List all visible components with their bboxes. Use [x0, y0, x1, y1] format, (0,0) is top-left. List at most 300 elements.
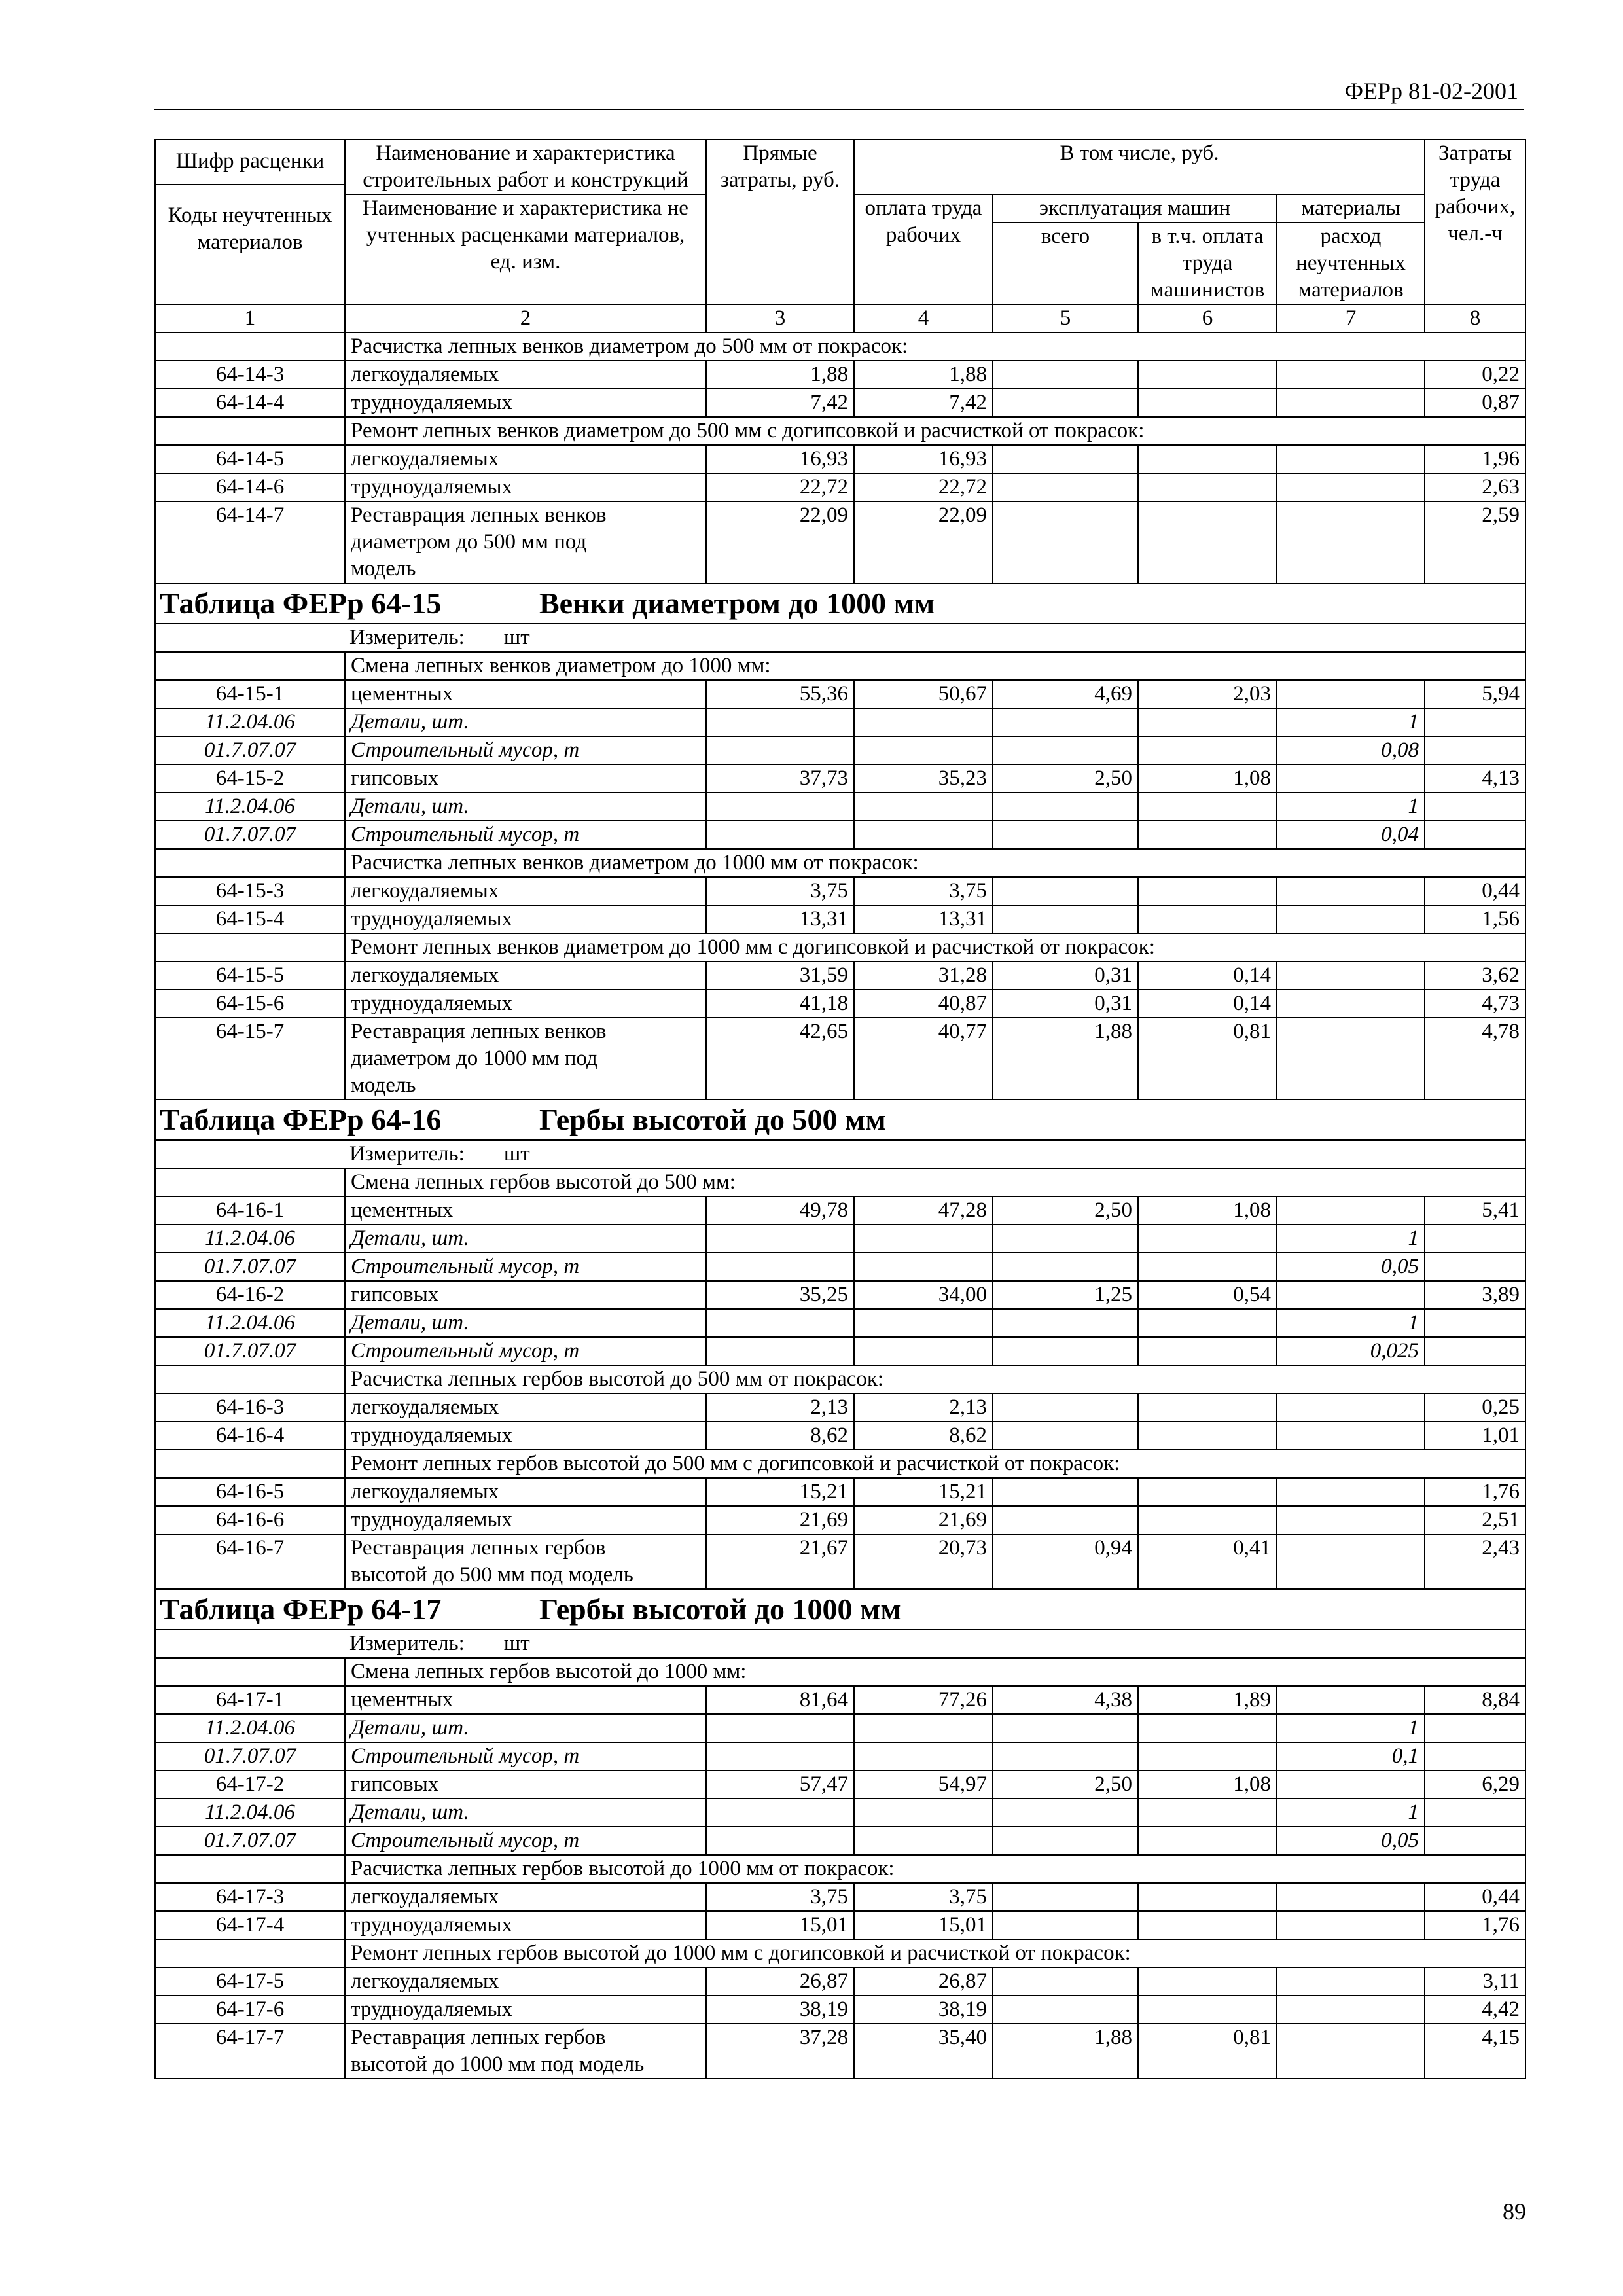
empty-cell	[993, 708, 1138, 736]
group-title: Смена лепных гербов высотой до 500 мм:	[345, 1168, 1525, 1196]
material-code: 11.2.04.06	[155, 793, 345, 821]
table-row	[155, 1281, 1525, 1309]
meter-row	[155, 1140, 1525, 1168]
machines-pay: 0,14	[1138, 961, 1277, 990]
group-code-cell	[155, 1658, 345, 1686]
material-amount: 1	[1277, 1309, 1425, 1337]
header-labor-pay: оплата труда рабочих	[854, 194, 993, 304]
machines-total	[993, 877, 1138, 905]
empty-cell	[993, 1799, 1138, 1827]
material-row	[155, 1337, 1525, 1365]
material-amount: 0,05	[1277, 1827, 1425, 1855]
empty-cell	[706, 736, 854, 764]
group-code-cell	[155, 652, 345, 680]
direct-cost: 13,31	[706, 905, 854, 933]
material-code: 11.2.04.06	[155, 1225, 345, 1253]
group-code-cell	[155, 417, 345, 445]
empty-cell	[854, 708, 993, 736]
machines-pay	[1138, 877, 1277, 905]
materials-use	[1277, 445, 1425, 473]
column-number: 8	[1425, 304, 1525, 332]
empty-cell	[1425, 1253, 1525, 1281]
empty-cell	[1138, 1253, 1277, 1281]
labor-cost: 5,94	[1425, 680, 1525, 708]
empty-cell	[854, 1225, 993, 1253]
rate-code: 64-15-7	[155, 1018, 345, 1100]
group-row	[155, 1855, 1525, 1883]
labor-cost: 4,13	[1425, 764, 1525, 793]
table-title-row	[155, 1589, 1525, 1630]
materials-use	[1277, 1478, 1425, 1506]
machines-pay	[1138, 1506, 1277, 1534]
page-number: 89	[1503, 2198, 1526, 2225]
table-row	[155, 1770, 1525, 1799]
labor-cost: 6,29	[1425, 1770, 1525, 1799]
labor-pay: 3,75	[854, 1883, 993, 1911]
group-title: Расчистка лепных венков диаметром до 500 мм от покрасок:	[345, 332, 1525, 361]
direct-cost: 3,75	[706, 1883, 854, 1911]
material-amount: 0,04	[1277, 821, 1425, 849]
empty-cell	[854, 1714, 993, 1742]
material-amount: 1	[1277, 1714, 1425, 1742]
group-row	[155, 933, 1525, 961]
rate-code: 64-16-7	[155, 1534, 345, 1589]
materials-use	[1277, 2024, 1425, 2079]
machines-pay	[1138, 445, 1277, 473]
empty-cell	[993, 1225, 1138, 1253]
machines-pay: 0,14	[1138, 990, 1277, 1018]
labor-cost: 4,15	[1425, 2024, 1525, 2079]
labor-cost: 2,43	[1425, 1534, 1525, 1589]
machines-total	[993, 361, 1138, 389]
labor-pay: 35,23	[854, 764, 993, 793]
machines-pay	[1138, 501, 1277, 583]
meter-row	[155, 624, 1525, 652]
group-code-cell	[155, 1450, 345, 1478]
labor-cost: 0,22	[1425, 361, 1525, 389]
direct-cost: 31,59	[706, 961, 854, 990]
materials-use	[1277, 680, 1425, 708]
empty-cell	[1138, 793, 1277, 821]
labor-pay: 77,26	[854, 1686, 993, 1714]
rate-code: 64-15-3	[155, 877, 345, 905]
table-title-label: Таблица ФЕРр 64-16	[160, 1103, 442, 1136]
work-name: гипсовых	[345, 1281, 706, 1309]
labor-pay: 15,01	[854, 1911, 993, 1939]
material-row	[155, 1309, 1525, 1337]
materials-use	[1277, 501, 1425, 583]
material-name: Детали, шт.	[345, 793, 706, 821]
rate-code: 64-17-6	[155, 1996, 345, 2024]
machines-pay: 1,08	[1138, 1770, 1277, 1799]
rate-code: 64-14-4	[155, 389, 345, 417]
group-code-cell	[155, 1855, 345, 1883]
group-row	[155, 1168, 1525, 1196]
work-name-line: модель	[351, 1073, 416, 1097]
machines-pay	[1138, 1422, 1277, 1450]
header-name-sub: Наименование и характеристика не учтенных расценками материалов, ед. изм.	[345, 194, 706, 304]
table-row	[155, 905, 1525, 933]
labor-cost: 4,73	[1425, 990, 1525, 1018]
labor-cost: 1,76	[1425, 1911, 1525, 1939]
meter-value: шт	[503, 1632, 530, 1655]
group-title: Ремонт лепных гербов высотой до 500 мм с догипсовкой и расчисткой от покрасок:	[345, 1450, 1525, 1478]
labor-cost: 4,78	[1425, 1018, 1525, 1100]
rate-code: 64-17-1	[155, 1686, 345, 1714]
machines-total	[993, 1996, 1138, 2024]
materials-use	[1277, 1422, 1425, 1450]
machines-total	[993, 501, 1138, 583]
rate-code: 64-16-5	[155, 1478, 345, 1506]
rate-code: 64-16-4	[155, 1422, 345, 1450]
rate-code: 64-14-7	[155, 501, 345, 583]
labor-cost: 0,44	[1425, 877, 1525, 905]
empty-cell	[1425, 1337, 1525, 1365]
materials-use	[1277, 905, 1425, 933]
meter-value: шт	[503, 1142, 530, 1166]
empty-cell	[706, 793, 854, 821]
labor-pay: 22,72	[854, 473, 993, 501]
work-name: трудноудаляемых	[345, 1911, 706, 1939]
work-name: цементных	[345, 1196, 706, 1225]
table-row	[155, 1534, 1525, 1589]
meter-label: Измеритель:	[349, 626, 465, 649]
empty-cell	[706, 1714, 854, 1742]
direct-cost: 7,42	[706, 389, 854, 417]
rate-code: 64-17-2	[155, 1770, 345, 1799]
group-title: Ремонт лепных венков диаметром до 500 мм с догипсовкой и расчисткой от покрасок:	[345, 417, 1525, 445]
header-name: Наименование и характеристика строительных работ и конструкций	[345, 139, 706, 194]
machines-total: 4,69	[993, 680, 1138, 708]
empty-cell	[1138, 1799, 1277, 1827]
group-code-cell	[155, 1168, 345, 1196]
direct-cost: 49,78	[706, 1196, 854, 1225]
document-code: ФЕРр 81-02-2001	[1344, 78, 1518, 104]
empty-cell	[706, 1827, 854, 1855]
empty-cell	[854, 793, 993, 821]
materials-use	[1277, 1967, 1425, 1996]
direct-cost: 21,67	[706, 1534, 854, 1589]
labor-pay: 40,87	[854, 990, 993, 1018]
material-amount: 0,025	[1277, 1337, 1425, 1365]
labor-cost: 1,56	[1425, 905, 1525, 933]
rate-code: 64-16-2	[155, 1281, 345, 1309]
meter-cell	[155, 624, 1525, 652]
labor-cost: 3,62	[1425, 961, 1525, 990]
materials-use	[1277, 1996, 1425, 2024]
header-including: В том числе, руб.	[854, 139, 1425, 194]
materials-use	[1277, 1196, 1425, 1225]
labor-cost: 4,42	[1425, 1996, 1525, 2024]
material-amount: 1	[1277, 1225, 1425, 1253]
labor-cost: 2,51	[1425, 1506, 1525, 1534]
material-name: Строительный мусор, т	[345, 821, 706, 849]
empty-cell	[1138, 736, 1277, 764]
group-title: Расчистка лепных гербов высотой до 500 мм от покрасок:	[345, 1365, 1525, 1393]
empty-cell	[854, 736, 993, 764]
empty-cell	[854, 1742, 993, 1770]
machines-total	[993, 905, 1138, 933]
rate-code: 64-14-3	[155, 361, 345, 389]
work-name	[345, 2024, 706, 2079]
group-code-cell	[155, 933, 345, 961]
header-codes-unaccounted: Коды неучтенных материалов	[168, 204, 332, 254]
meter-value: шт	[503, 626, 530, 649]
empty-cell	[1138, 1225, 1277, 1253]
empty-cell	[854, 1253, 993, 1281]
machines-pay	[1138, 1393, 1277, 1422]
table-row	[155, 2024, 1525, 2079]
material-name: Строительный мусор, т	[345, 736, 706, 764]
work-name: трудноудаляемых	[345, 990, 706, 1018]
material-name: Строительный мусор, т	[345, 1827, 706, 1855]
machines-pay: 1,89	[1138, 1686, 1277, 1714]
group-row	[155, 652, 1525, 680]
machines-total: 2,50	[993, 1770, 1138, 1799]
labor-pay: 38,19	[854, 1996, 993, 2024]
work-name-line: высотой до 1000 мм под модель	[351, 2053, 645, 2076]
direct-cost: 81,64	[706, 1686, 854, 1714]
labor-cost: 0,25	[1425, 1393, 1525, 1422]
table-row	[155, 1911, 1525, 1939]
group-title: Расчистка лепных венков диаметром до 1000 мм от покрасок:	[345, 849, 1525, 877]
work-name: гипсовых	[345, 1770, 706, 1799]
empty-cell	[993, 1337, 1138, 1365]
work-name-line: Реставрация лепных гербов	[351, 1536, 606, 1560]
empty-cell	[1425, 708, 1525, 736]
rate-code: 64-15-5	[155, 961, 345, 990]
material-name: Детали, шт.	[345, 708, 706, 736]
empty-cell	[1138, 1337, 1277, 1365]
direct-cost: 37,28	[706, 2024, 854, 2079]
header-code: Шифр расценки	[156, 140, 344, 185]
machines-total: 0,31	[993, 961, 1138, 990]
material-name: Детали, шт.	[345, 1714, 706, 1742]
table-row	[155, 764, 1525, 793]
material-amount: 1	[1277, 708, 1425, 736]
material-row	[155, 1742, 1525, 1770]
material-row	[155, 736, 1525, 764]
machines-total: 2,50	[993, 764, 1138, 793]
rate-code: 64-16-3	[155, 1393, 345, 1422]
empty-cell	[1138, 1309, 1277, 1337]
material-code: 01.7.07.07	[155, 821, 345, 849]
materials-use	[1277, 473, 1425, 501]
labor-pay: 54,97	[854, 1770, 993, 1799]
meter-cell	[155, 1140, 1525, 1168]
work-name: легкоудаляемых	[345, 361, 706, 389]
table-title-name: Гербы высотой до 500 мм	[539, 1103, 886, 1136]
direct-cost: 22,72	[706, 473, 854, 501]
material-code: 01.7.07.07	[155, 1337, 345, 1365]
direct-cost: 3,75	[706, 877, 854, 905]
labor-pay: 7,42	[854, 389, 993, 417]
material-code: 11.2.04.06	[155, 1799, 345, 1827]
material-code: 11.2.04.06	[155, 1714, 345, 1742]
machines-total	[993, 1506, 1138, 1534]
empty-cell	[706, 1799, 854, 1827]
header-code-cell	[155, 139, 345, 304]
column-numbers-row	[155, 304, 1525, 332]
direct-cost: 16,93	[706, 445, 854, 473]
empty-cell	[706, 821, 854, 849]
machines-total	[993, 1967, 1138, 1996]
table-row	[155, 1478, 1525, 1506]
empty-cell	[1425, 1714, 1525, 1742]
material-code: 11.2.04.06	[155, 1309, 345, 1337]
materials-use	[1277, 1911, 1425, 1939]
empty-cell	[854, 1309, 993, 1337]
machines-total	[993, 1911, 1138, 1939]
labor-cost: 2,59	[1425, 501, 1525, 583]
empty-cell	[706, 1309, 854, 1337]
table-title-name: Гербы высотой до 1000 мм	[539, 1592, 901, 1626]
material-row	[155, 793, 1525, 821]
work-name: гипсовых	[345, 764, 706, 793]
material-name: Строительный мусор, т	[345, 1253, 706, 1281]
header-direct: Прямые затраты, руб.	[706, 139, 854, 304]
table-title-row	[155, 583, 1525, 624]
machines-pay	[1138, 1967, 1277, 1996]
materials-use	[1277, 1393, 1425, 1422]
work-name	[345, 1018, 706, 1100]
labor-cost: 1,01	[1425, 1422, 1525, 1450]
material-row	[155, 1253, 1525, 1281]
table-row	[155, 445, 1525, 473]
empty-cell	[1425, 1742, 1525, 1770]
table-row	[155, 1883, 1525, 1911]
labor-pay: 3,75	[854, 877, 993, 905]
rate-code: 64-17-5	[155, 1967, 345, 1996]
machines-total: 1,25	[993, 1281, 1138, 1309]
labor-cost: 8,84	[1425, 1686, 1525, 1714]
material-code: 01.7.07.07	[155, 1742, 345, 1770]
column-number: 4	[854, 304, 993, 332]
work-name: легкоудаляемых	[345, 445, 706, 473]
table-row	[155, 961, 1525, 990]
empty-cell	[993, 1742, 1138, 1770]
labor-pay: 13,31	[854, 905, 993, 933]
materials-use	[1277, 961, 1425, 990]
empty-cell	[993, 1253, 1138, 1281]
machines-total: 4,38	[993, 1686, 1138, 1714]
table-title-name: Венки диаметром до 1000 мм	[539, 586, 935, 620]
empty-cell	[1425, 1225, 1525, 1253]
labor-pay: 20,73	[854, 1534, 993, 1589]
labor-pay: 34,00	[854, 1281, 993, 1309]
machines-total: 1,88	[993, 2024, 1138, 2079]
material-amount: 0,08	[1277, 736, 1425, 764]
work-name: трудноудаляемых	[345, 905, 706, 933]
direct-cost: 38,19	[706, 1996, 854, 2024]
labor-cost: 3,11	[1425, 1967, 1525, 1996]
empty-cell	[1138, 708, 1277, 736]
machines-total: 0,94	[993, 1534, 1138, 1589]
labor-pay: 22,09	[854, 501, 993, 583]
material-name: Детали, шт.	[345, 1799, 706, 1827]
work-name: трудноудаляемых	[345, 1996, 706, 2024]
empty-cell	[706, 1742, 854, 1770]
machines-pay: 1,08	[1138, 1196, 1277, 1225]
labor-pay: 26,87	[854, 1967, 993, 1996]
rate-code: 64-15-2	[155, 764, 345, 793]
labor-pay: 8,62	[854, 1422, 993, 1450]
meter-cell	[155, 1630, 1525, 1658]
material-row	[155, 821, 1525, 849]
empty-cell	[1138, 1714, 1277, 1742]
table-row	[155, 389, 1525, 417]
empty-cell	[706, 1337, 854, 1365]
machines-pay: 0,41	[1138, 1534, 1277, 1589]
rate-code: 64-14-6	[155, 473, 345, 501]
machines-total: 2,50	[993, 1196, 1138, 1225]
group-row	[155, 1450, 1525, 1478]
machines-pay: 1,08	[1138, 764, 1277, 793]
work-name-line: Реставрация лепных гербов	[351, 2026, 606, 2049]
direct-cost: 26,87	[706, 1967, 854, 1996]
machines-pay	[1138, 473, 1277, 501]
group-row	[155, 332, 1525, 361]
empty-cell	[1138, 1742, 1277, 1770]
direct-cost: 15,01	[706, 1911, 854, 1939]
labor-pay: 1,88	[854, 361, 993, 389]
direct-cost: 41,18	[706, 990, 854, 1018]
material-name: Детали, шт.	[345, 1225, 706, 1253]
direct-cost: 21,69	[706, 1506, 854, 1534]
table-row	[155, 1506, 1525, 1534]
header-machines-total: всего	[993, 223, 1138, 304]
labor-cost: 5,41	[1425, 1196, 1525, 1225]
rate-code: 64-17-3	[155, 1883, 345, 1911]
empty-cell	[993, 1309, 1138, 1337]
materials-use	[1277, 1018, 1425, 1100]
table-row	[155, 473, 1525, 501]
labor-pay: 21,69	[854, 1506, 993, 1534]
column-number: 1	[155, 304, 345, 332]
machines-pay	[1138, 389, 1277, 417]
work-name: трудноудаляемых	[345, 1422, 706, 1450]
direct-cost: 37,73	[706, 764, 854, 793]
empty-cell	[706, 1225, 854, 1253]
work-name: легкоудаляемых	[345, 1883, 706, 1911]
work-name: цементных	[345, 680, 706, 708]
machines-pay: 0,81	[1138, 2024, 1277, 2079]
material-row	[155, 1799, 1525, 1827]
work-name-line: высотой до 500 мм под модель	[351, 1563, 633, 1587]
machines-total	[993, 445, 1138, 473]
labor-cost: 0,44	[1425, 1883, 1525, 1911]
empty-cell	[1425, 1309, 1525, 1337]
labor-cost: 0,87	[1425, 389, 1525, 417]
empty-cell	[1425, 821, 1525, 849]
group-code-cell	[155, 849, 345, 877]
rate-code: 64-15-1	[155, 680, 345, 708]
material-name: Детали, шт.	[345, 1309, 706, 1337]
rate-code: 64-16-6	[155, 1506, 345, 1534]
direct-cost: 35,25	[706, 1281, 854, 1309]
machines-pay	[1138, 1996, 1277, 2024]
machines-pay	[1138, 1883, 1277, 1911]
header-machines: эксплуатация машин	[993, 194, 1277, 223]
empty-cell	[993, 736, 1138, 764]
column-number: 6	[1138, 304, 1277, 332]
machines-pay: 2,03	[1138, 680, 1277, 708]
empty-cell	[993, 821, 1138, 849]
machines-total	[993, 1422, 1138, 1450]
materials-use	[1277, 1534, 1425, 1589]
rate-code: 64-16-1	[155, 1196, 345, 1225]
machines-pay	[1138, 361, 1277, 389]
